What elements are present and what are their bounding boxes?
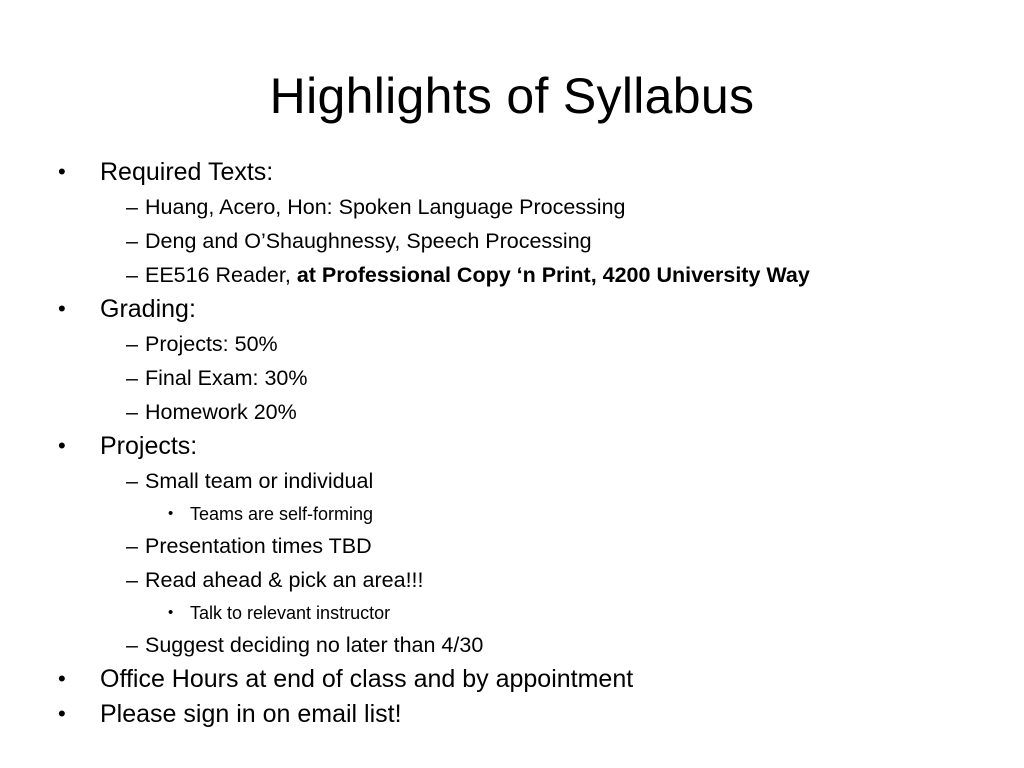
bullet-label: Projects: bbox=[100, 432, 198, 460]
reader-location: at Professional Copy ‘n Print, 4200 University Way bbox=[296, 263, 810, 287]
sub-item-label: Final Exam: 30% bbox=[145, 366, 308, 390]
sub-item-label: Projects: 50% bbox=[145, 332, 278, 356]
bullet-dot-icon: • bbox=[58, 433, 66, 458]
bullet-dot-icon: • bbox=[58, 666, 66, 691]
bullet-dot-icon: • bbox=[168, 604, 174, 621]
sub-item-label: Huang, Acero, Hon: Spoken Language Processing bbox=[145, 195, 626, 219]
dash-icon: – bbox=[126, 534, 138, 558]
sub-item-reader bbox=[56, 255, 996, 289]
bullet-label: Please sign in on email list! bbox=[100, 700, 402, 728]
sub-item-presentation-times bbox=[56, 526, 996, 560]
sub-item-read-ahead bbox=[56, 560, 996, 594]
sub-sub-item-label: Talk to relevant instructor bbox=[190, 603, 391, 623]
sub-item-homework-weight bbox=[56, 392, 996, 426]
dash-icon: – bbox=[126, 263, 138, 287]
sub-item-label: EE516 Reader, bbox=[145, 263, 297, 287]
bullet-dot-icon: • bbox=[58, 159, 66, 184]
dash-icon: – bbox=[126, 469, 138, 493]
sub-item-huang-text bbox=[56, 187, 996, 221]
bullet-label: Office Hours at end of class and by appointment bbox=[100, 665, 634, 693]
bullet-sign-in bbox=[56, 694, 996, 729]
sub-item-deadline bbox=[56, 625, 996, 659]
sub-item-label: Read ahead & pick an area!!! bbox=[145, 568, 424, 592]
sub-item-label: Presentation times TBD bbox=[145, 534, 372, 558]
bullet-dot-icon: • bbox=[58, 701, 66, 726]
sub-item-deng-text bbox=[56, 221, 996, 255]
bullet-dot-icon: • bbox=[168, 505, 174, 522]
dash-icon: – bbox=[126, 332, 138, 356]
sub-item-label: Small team or individual bbox=[145, 469, 374, 493]
dash-icon: – bbox=[126, 229, 138, 253]
slide-title: Highlights of Syllabus bbox=[269, 68, 755, 124]
dash-icon: – bbox=[126, 400, 138, 424]
dash-icon: – bbox=[126, 633, 138, 657]
bullet-office-hours bbox=[56, 659, 996, 694]
sub-sub-item-teams-self-forming bbox=[56, 495, 996, 526]
dash-icon: – bbox=[126, 366, 138, 390]
bullet-grading bbox=[56, 289, 996, 324]
sub-item-label: Deng and O’Shaughnessy, Speech Processing bbox=[145, 229, 592, 253]
bullet-label: Required Texts: bbox=[100, 158, 274, 186]
sub-item-team-size bbox=[56, 461, 996, 495]
dash-icon: – bbox=[126, 568, 138, 592]
bullet-dot-icon: • bbox=[58, 296, 66, 321]
sub-item-projects-weight bbox=[56, 324, 996, 358]
bullet-projects bbox=[56, 426, 996, 461]
slide-content bbox=[56, 152, 996, 729]
bullet-label: Grading: bbox=[100, 295, 196, 323]
sub-sub-item-label: Teams are self-forming bbox=[190, 504, 374, 524]
bullet-required-texts bbox=[56, 152, 996, 187]
sub-sub-item-talk-to-instructor bbox=[56, 594, 996, 625]
sub-item-label: Homework 20% bbox=[145, 400, 297, 424]
sub-item-label: Suggest deciding no later than 4/30 bbox=[145, 633, 484, 657]
sub-item-final-exam-weight bbox=[56, 358, 996, 392]
dash-icon: – bbox=[126, 195, 138, 219]
